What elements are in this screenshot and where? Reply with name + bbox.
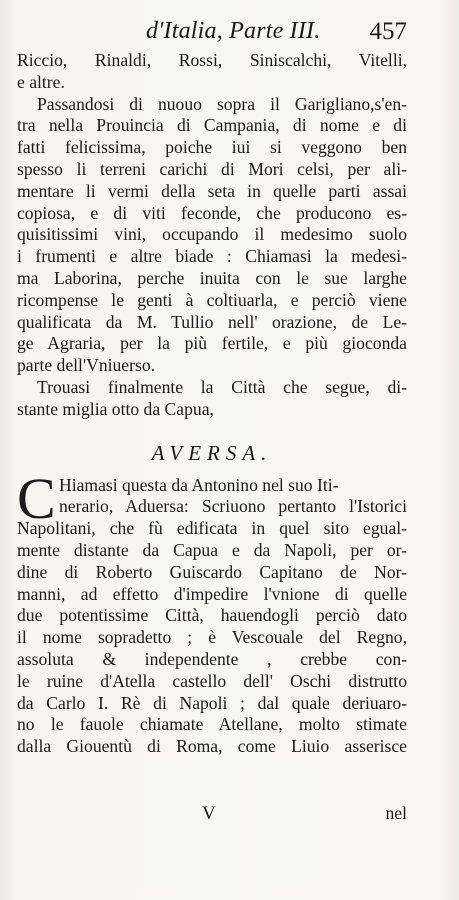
signature-mark: V <box>202 803 216 824</box>
paragraph-1 <box>17 50 407 94</box>
text-line: mentare li vermi della seta in quelle parti assai <box>17 180 407 201</box>
paragraph-2 <box>17 94 407 377</box>
text-line: ma Laborina, perche inuita con le sue larghe <box>17 267 407 288</box>
text-line: i frumenti e altre biade : Chiamasi la medesi- <box>17 246 407 267</box>
text-line: da Carlo I. Rè di Napoli ; dal quale deriuaro- <box>17 692 407 713</box>
first-line-text: Hiamasi questa da Antonino nel suo Iti- <box>59 474 339 495</box>
text-line: qualificata da M. Tullio nell' orazione, de Le- <box>17 311 407 332</box>
text-line: quisitissimi vini, occupando il medesimo suolo <box>17 224 407 245</box>
text-line: stante miglia otto da Capua, <box>17 398 214 419</box>
paragraph-4 <box>17 465 407 758</box>
text-line: tra nella Prouincia di Campania, di nome e di <box>17 115 407 136</box>
page-footer <box>17 803 407 829</box>
text-line: dalla Giouentù di Roma, come Liuio asserisce <box>17 736 407 757</box>
text-line: spesso li terreni carichi di Mori celsi, per ali- <box>17 158 407 179</box>
body-text <box>17 50 407 758</box>
page-number: 457 <box>369 18 407 45</box>
text-line: no le fauole chiamate Atellane, molto stimate <box>17 714 407 735</box>
text-line: Napolitani, che fù edificata in quel sito egual- <box>17 518 407 539</box>
text-line: il nome sopradetto ; è Vescouale del Regno, <box>17 627 407 648</box>
text-line: assoluta & independente , crebbe con- <box>17 648 407 669</box>
drop-cap: C <box>17 465 56 531</box>
text-line: ricompense le genti à coltiuarla, e perciò viene <box>17 289 407 310</box>
text-line: Passandosi di nuouo sopra il Garigliano,s'en- <box>37 93 407 114</box>
paragraph-3 <box>17 377 407 421</box>
text-line: Trouasi finalmente la Città che segue, di- <box>37 376 407 397</box>
text-line: manni, ad effetto d'impedire l'vnione di quelle <box>17 583 407 604</box>
text-line: fatti felicissima, poiche iui si veggono ben <box>17 137 407 158</box>
text-line: due potentissime Città, hauendogli perciò dato <box>17 605 407 626</box>
text-line: mente distante da Capua e da Napoli, per or- <box>17 539 407 560</box>
text-line: Riccio, Rinaldi, Rossi, Siniscalchi, Vitelli, <box>17 50 407 70</box>
catchword: nel <box>385 803 407 823</box>
text-line: e altre. <box>17 71 65 92</box>
text-line: parte dell'Vniuerso. <box>17 355 156 376</box>
text-line: copiosa, e di viti feconde, che producono es- <box>17 202 407 223</box>
running-title: d'Italia, Parte III. <box>146 18 321 44</box>
text-line: ge Agraria, per la più fertile, e più gioconda <box>17 333 407 354</box>
section-heading: AVERSA. <box>151 440 273 465</box>
text-line: le ruine d'Atella castello dell' Oschi distrutto <box>17 670 407 691</box>
text-line: nerario, Aduersa: Scriuono pertanto l'Istorici <box>59 496 407 517</box>
text-line: dine di Roberto Guiscardo Capitano de Nor- <box>17 561 407 582</box>
page-header <box>0 18 459 48</box>
